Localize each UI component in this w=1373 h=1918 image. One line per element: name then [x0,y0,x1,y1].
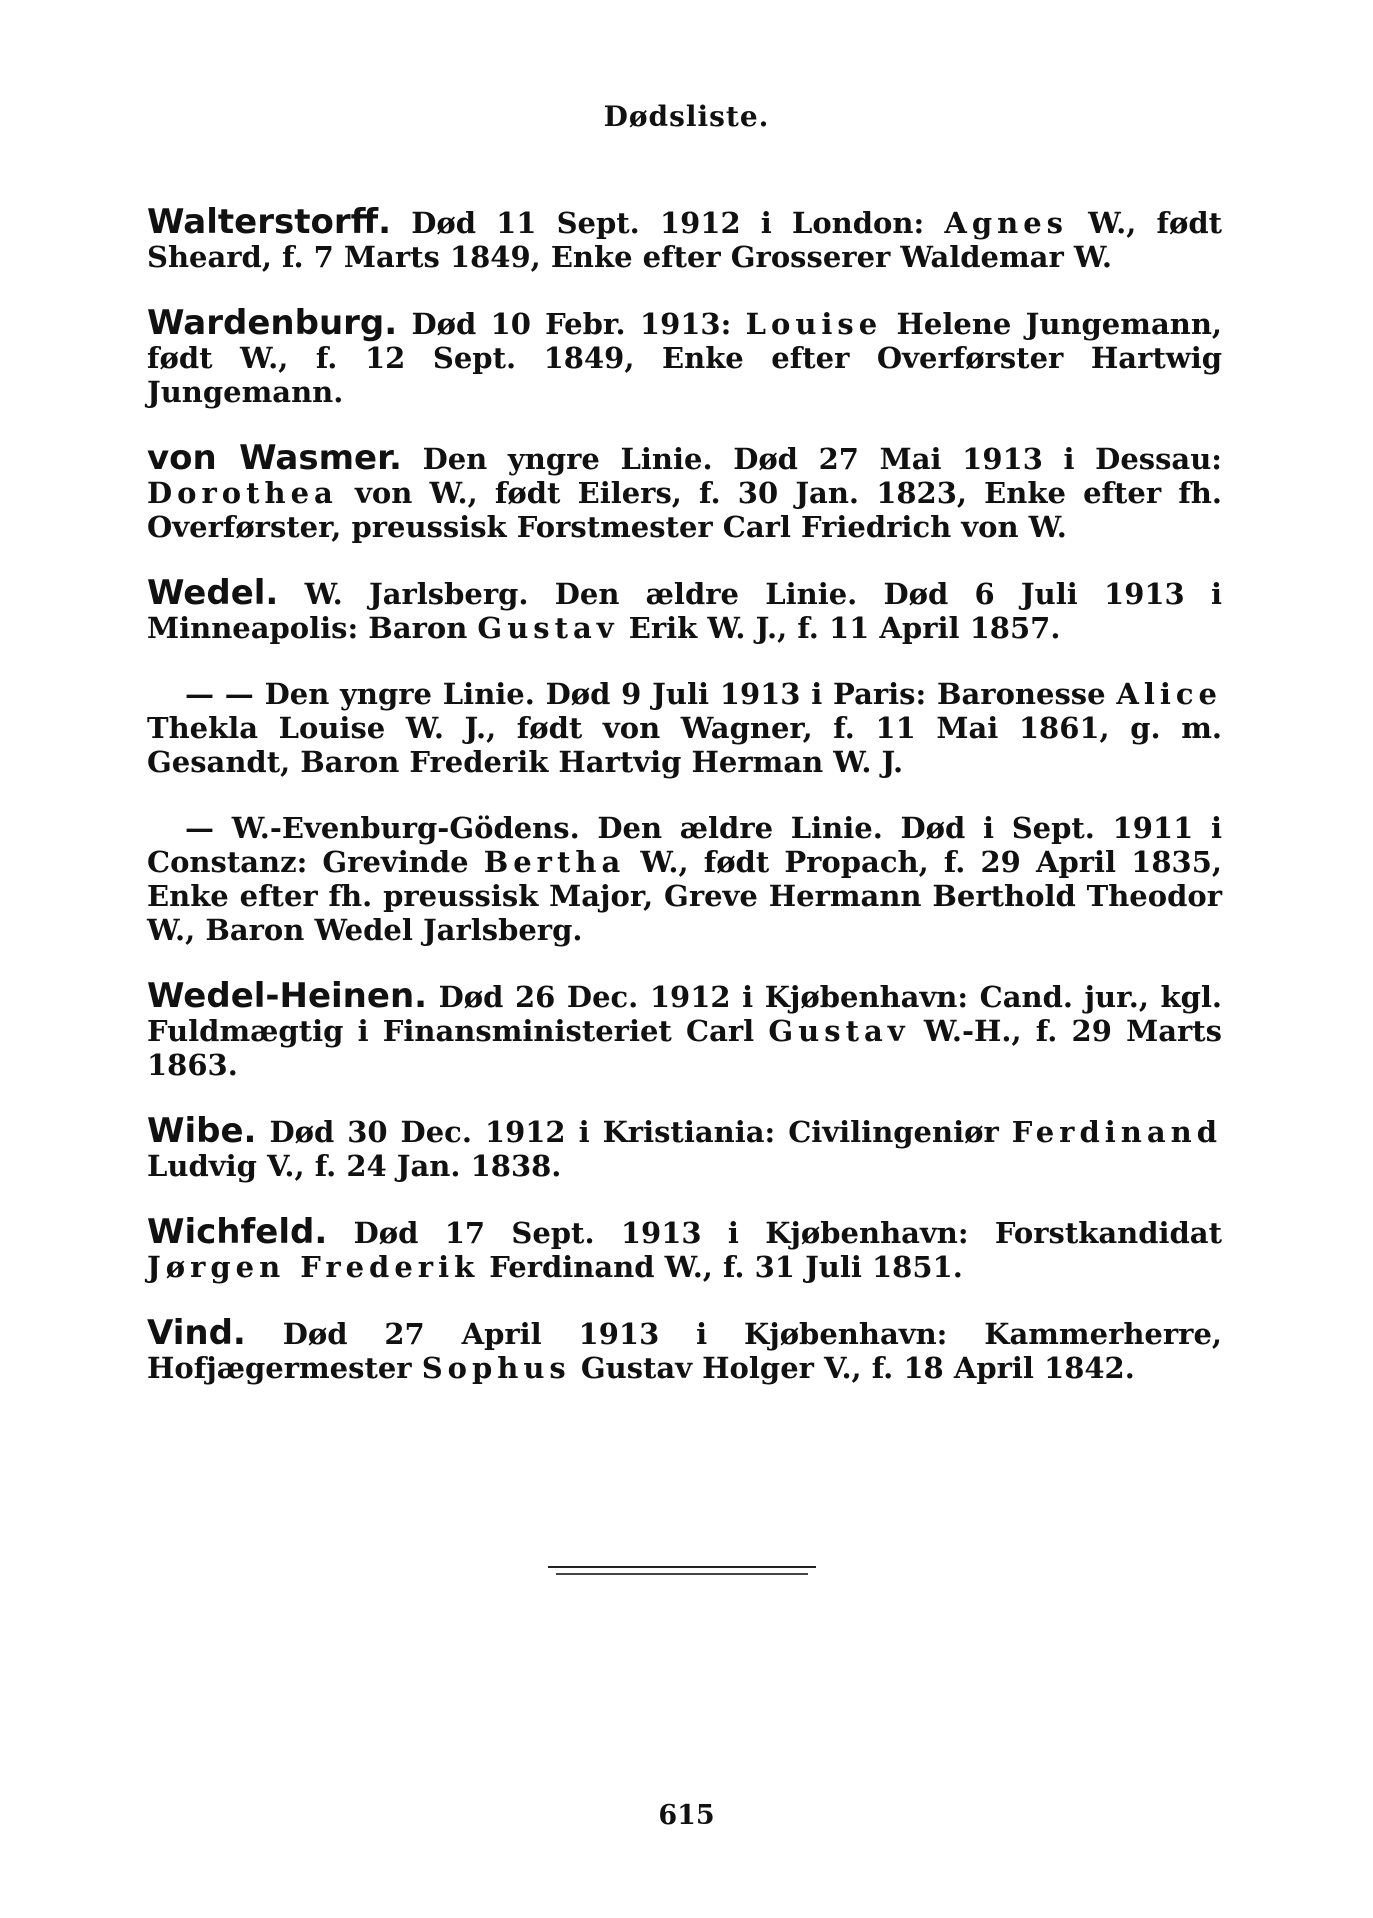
entry-text: W., født Sheard, f. 7 Marts 1849, Enke efter Grosserer Waldemar W. [147,206,1222,274]
entry-wedel [147,573,1222,645]
entry-surname: Wedel. [147,573,279,613]
entry-surname: Wardenburg. [147,303,398,343]
entry-text: Erik W. J., f. 11 April 1857. [618,611,1061,645]
entry-dash: — — [185,677,254,711]
entry-given-name: Ferdinand [1011,1115,1222,1149]
entry-wedel-yngre-linie [147,677,1222,779]
death-list [147,176,1222,1417]
entry-text: Død 26 Dec. 1912 i Kjøbenhavn: Cand. jur., kgl. Fuldmægtig i Finansministeriet Carl [147,980,1222,1048]
entry-text: Den yngre Linie. Død 9 Juli 1913 i Paris: Baronesse [264,677,1117,711]
entry-given-name: Jørgen Frederik [147,1250,480,1284]
entry-text: Ludvig V., f. 24 Jan. 1838. [147,1149,562,1183]
entry-surname: Wedel-Heinen. [147,976,428,1016]
entry-given-name: Bertha [483,845,626,879]
entry-wardenburg [147,303,1222,409]
entry-text: Ferdinand W., f. 31 Juli 1851. [479,1250,963,1284]
entry-text: Helene Jungemann, født W., f. 12 Sept. 1849, Enke efter Overførster Hartwig Jungemann. [147,307,1222,409]
entry-wichfeld [147,1212,1222,1284]
entry-surname: Vind. [147,1313,246,1353]
entry-text: W., født Propach, f. 29 April 1835, Enke efter fh. preussisk Major, Greve Hermann Berthold Theodor W., Baron Wedel Jarlsberg. [147,845,1222,947]
entry-wibe [147,1111,1222,1183]
end-of-section-rule [548,1566,816,1575]
entry-dash: — [185,811,214,845]
entry-given-name: Louise [745,307,883,341]
entry-text: von W., født Eilers, f. 30 Jan. 1823, Enke efter fh. Overførster, preussisk Forstmester Carl Friedrich von W. [147,476,1222,544]
entry-text: Den yngre Linie. Død 27 Mai 1913 i Dessau: [422,442,1223,476]
rule-line [548,1566,816,1568]
entry-text: W.-Evenburg-Gödens. Den ældre Linie. Død i Sept. 1911 i Constanz: Grevinde [147,811,1222,879]
entry-text: Død 30 Dec. 1912 i Kristiania: Civilingeniør [269,1115,1012,1149]
entry-text: Død 10 Febr. 1913: [411,307,746,341]
entry-text: Død 17 Sept. 1913 i Kjøbenhavn: Forstkandidat [353,1216,1222,1250]
entry-text: Død 27 April 1913 i Kjøbenhavn: Kammerherre, Hofjægermester [147,1317,1222,1385]
entry-given-name: Sophus [421,1351,571,1385]
entry-surname: von Wasmer. [147,438,402,478]
entry-wedel-evenburg [147,811,1222,947]
entry-walterstorff [147,202,1222,274]
entry-text: Død 11 Sept. 1912 i London: [411,206,945,240]
entry-given-name: Gustav [477,611,619,645]
entry-von-wasmer [147,438,1223,544]
entry-surname: Walterstorff. [147,202,392,242]
entry-text: W.-H., f. 29 Marts 1863. [147,1014,1223,1082]
entry-given-name: Dorothea [147,476,338,510]
entry-text: W. Jarlsberg. Den ældre Linie. Død 6 Juli 1913 i Minneapolis: Baron [147,577,1222,645]
page-number: 615 [658,1800,715,1831]
entry-given-name: Agnes [944,206,1068,240]
entry-given-name: Alice [1116,677,1222,711]
entry-text: Gustav Holger V., f. 18 April 1842. [570,1351,1135,1385]
entry-surname: Wichfeld. [147,1212,328,1252]
page-title: Dødsliste. [603,100,770,133]
entry-text: Thekla Louise W. J., født von Wagner, f. 11 Mai 1861, g. m. Gesandt, Baron Frederik Hartvig Herman W. J. [147,711,1222,779]
entry-vind [147,1313,1222,1385]
rule-line [556,1573,808,1575]
entry-wedel-heinen [147,976,1223,1082]
entry-surname: Wibe. [147,1111,257,1151]
entry-given-name: Gustav [768,1014,910,1048]
